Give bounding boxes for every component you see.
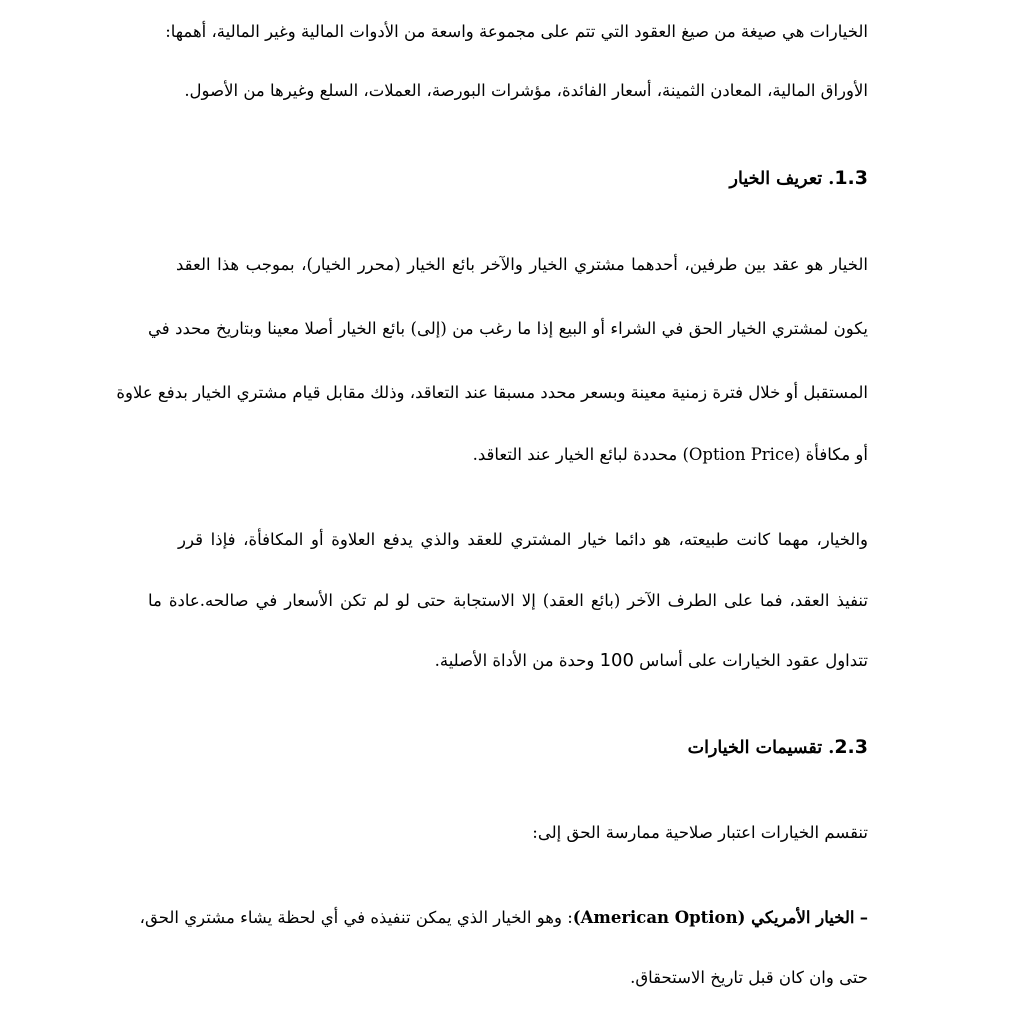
term-arabic: الخيار الأمريكي	[751, 908, 855, 927]
text-span: تنقسم الخيارات اعتبار صلاحية ممارسة الحق إلى:	[532, 823, 868, 842]
paragraph-2-line-4	[148, 444, 868, 466]
text-span: الخيارات هي صيغة من صيغ العقود التي تتم على مجموعة واسعة من الأدوات المالية وغير المالية، أهمها:	[165, 22, 868, 41]
text-span: وحدة من الأداة الأصلية.	[434, 651, 600, 670]
text-span: ) محددة لبائع الخيار عند التعاقد.	[472, 445, 689, 464]
heading-dot: .	[822, 738, 835, 758]
text-span: حتى وان كان قبل تاريخ الاستحقاق.	[630, 968, 868, 987]
text-span: المستقبل أو خلال فترة زمنية معينة وبسعر محدد مسبقا عند التعاقد، وذلك مقابل قيام مشتري الخيار بدفع علاوة	[116, 383, 868, 402]
number-value: 100	[599, 650, 634, 671]
text-span: تنفيذ العقد، فما على الطرف الآخر (بائع العقد) إلا الاستجابة حتى لو لم تكن الأسعار في صالحه.عادة ما	[148, 591, 868, 610]
paragraph-3-line-3	[148, 650, 868, 672]
section-title: تعريف الخيار	[729, 169, 823, 189]
bullet-item-american-option: – الخيار الأمريكي (American Option): وهو الخيار الذي يمكن تنفيذه في أي لحظة يشاء مشتري الحق،	[139, 908, 868, 927]
paragraph-1-line-1	[153, 21, 868, 43]
paragraph-3-line-2	[148, 590, 868, 612]
paragraph-2-line-1	[176, 254, 868, 276]
paragraph-2-line-3	[116, 382, 868, 404]
text-span: يكون لمشتري الخيار الحق في الشراء أو البيع إذا ما رغب من (إلى) بائع الخيار أصلا معينا وبتاريخ محدد في	[148, 319, 868, 338]
section-number: 1.3	[834, 167, 868, 189]
section-heading-1	[730, 166, 868, 191]
bullet-item-line-2	[148, 967, 868, 989]
heading-dot: .	[822, 169, 835, 189]
text-span: أو مكافأة (	[793, 445, 868, 464]
text-span: والخيار، مهما كانت طبيعته، هو دائما خيار المشتري للعقد والذي يدفع العلاوة أو المكافأة، فإذا قرر	[178, 530, 868, 549]
text-span: تتداول عقود الخيارات على أساس	[633, 651, 868, 670]
english-term: Option Price	[688, 445, 794, 464]
term-english: American Option	[580, 908, 738, 927]
paragraph-1-line-2	[148, 80, 868, 102]
bullet-dash: –	[859, 908, 868, 927]
section-heading-2	[688, 735, 868, 760]
paragraph-4-line-1	[148, 822, 868, 844]
section-number: 2.3	[834, 736, 868, 758]
text-span: الخيار هو عقد بين طرفين، أحدهما مشتري الخيار والآخر بائع الخيار (محرر الخيار)، بموجب هذا العقد	[176, 255, 868, 274]
text-span: الأوراق المالية، المعادن الثمينة، أسعار الفائدة، مؤشرات البورصة، العملات، السلع وغيرها من الأصول.	[184, 81, 868, 100]
section-title: تقسيمات الخيارات	[687, 738, 823, 758]
paragraph-2-line-2	[148, 318, 868, 340]
text-span: : وهو الخيار الذي يمكن تنفيذه في أي لحظة يشاء مشتري الحق،	[139, 908, 573, 927]
paragraph-3-line-1	[178, 529, 868, 551]
